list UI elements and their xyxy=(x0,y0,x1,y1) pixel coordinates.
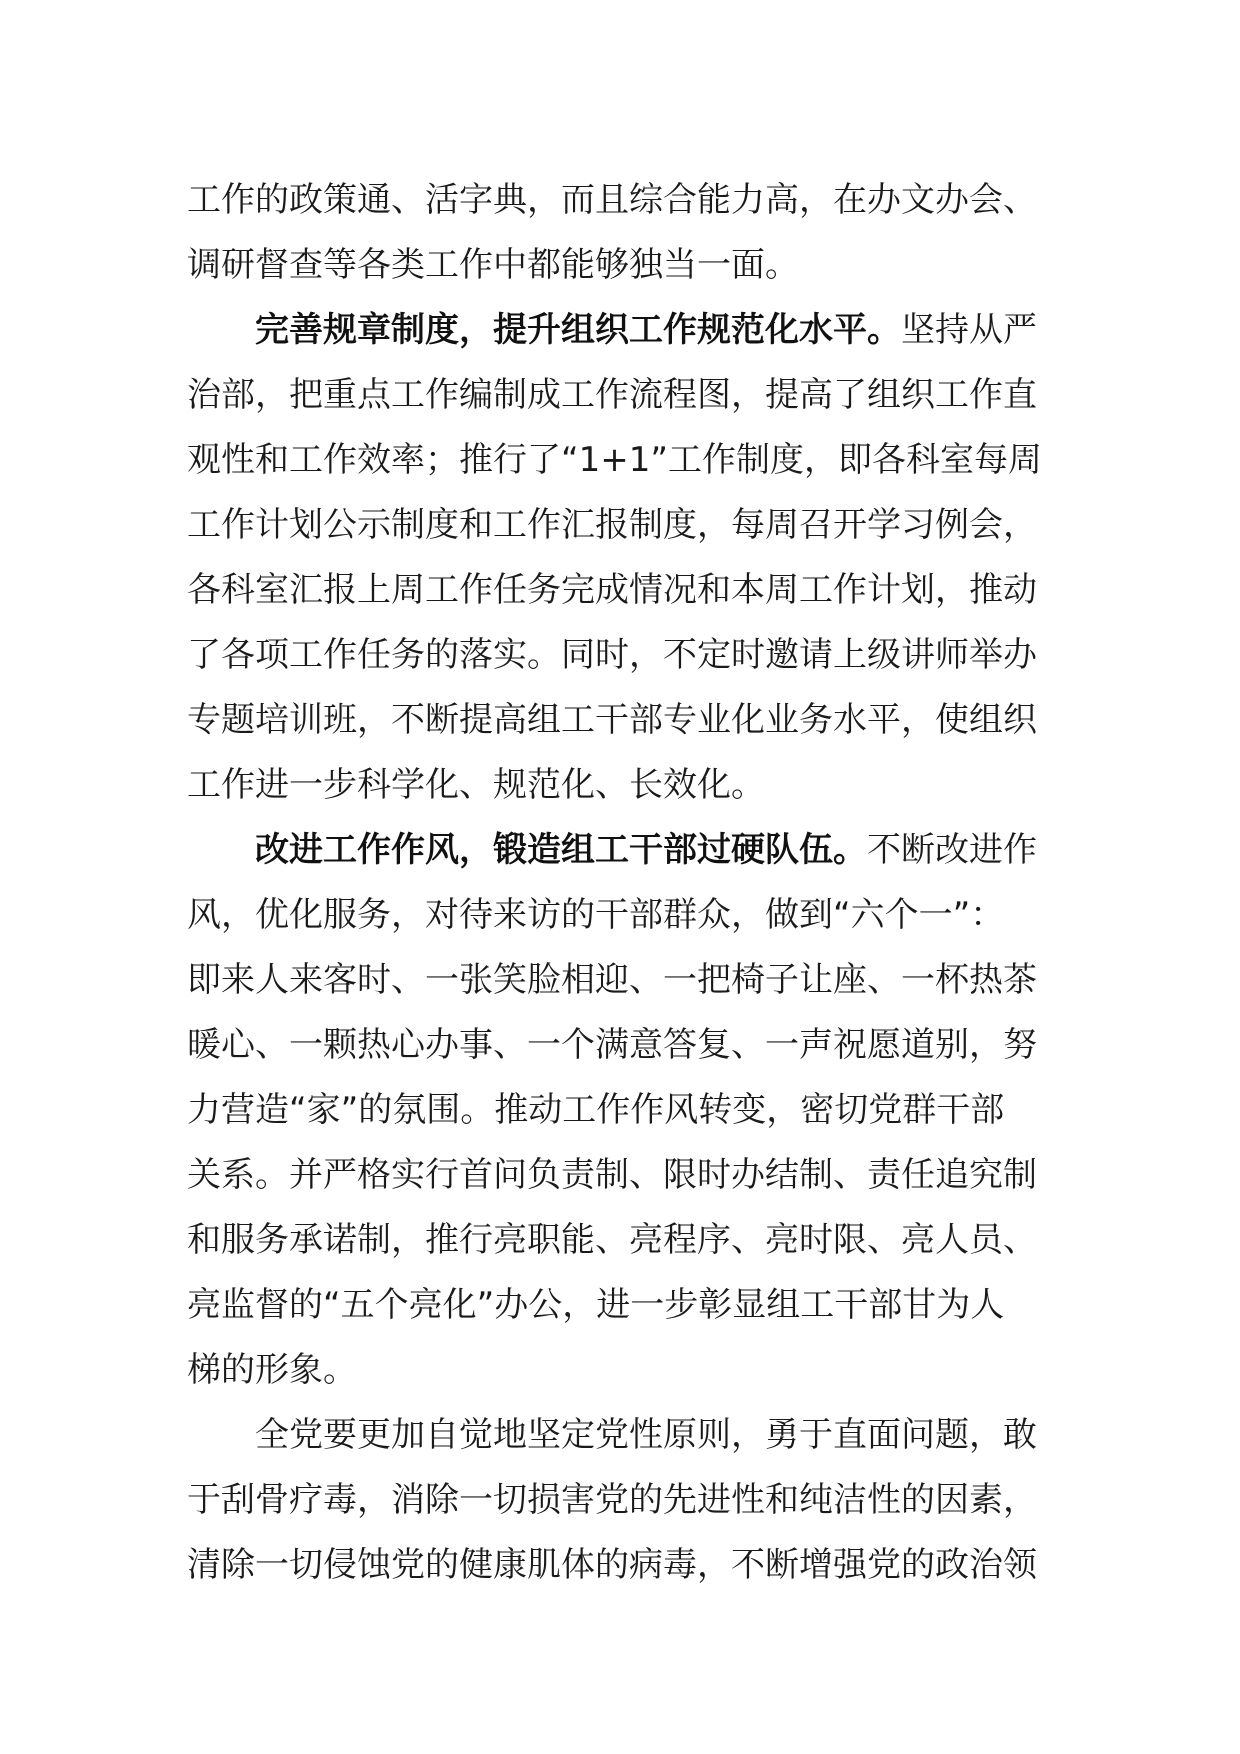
text-line xyxy=(187,818,1067,883)
text-line xyxy=(187,298,1067,363)
lead-line-rest: 不断改进作 xyxy=(867,830,1037,870)
paragraph-continuation xyxy=(187,168,1067,298)
text-line: 清除一切侵蚀党的健康肌体的病毒，不断增强党的政治领 xyxy=(187,1545,1037,1585)
text-line: 各科室汇报上周工作任务完成情况和本周工作计划，推动 xyxy=(187,570,1037,610)
text-line: 了各项工作任务的落实。同时，不定时邀请上级讲师举办 xyxy=(187,635,1037,675)
text-line: 专题培训班，不断提高组工干部专业化业务水平，使组织 xyxy=(187,700,1037,740)
text-line: 工作计划公示制度和工作汇报制度，每周召开学习例会， xyxy=(187,505,1037,545)
text-line: 即来人来客时、一张笑脸相迎、一把椅子让座、一杯热茶 xyxy=(187,960,1037,1000)
paragraph-work-style xyxy=(187,818,1067,1403)
paragraph-lead-heading: 改进工作作风，锻造组工干部过硬队伍。 xyxy=(255,830,867,870)
text-line: 全党要更加自觉地坚定党性原则，勇于直面问题，敢 xyxy=(255,1415,1037,1455)
text-line: 梯的形象。 xyxy=(187,1350,357,1390)
text-line: 暖心、一颗热心办事、一个满意答复、一声祝愿道别，努 xyxy=(187,1025,1037,1065)
text-line: 和服务承诺制，推行亮职能、亮程序、亮时限、亮人员、 xyxy=(187,1220,1037,1260)
paragraph-rules xyxy=(187,298,1067,818)
text-line: 于刮骨疗毒，消除一切损害党的先进性和纯洁性的因素， xyxy=(187,1480,1037,1520)
text-line: 力营造“家”的氛围。推动工作作风转变，密切党群干部 xyxy=(187,1090,1005,1130)
text-line: 治部，把重点工作编制成工作流程图，提高了组织工作直 xyxy=(187,375,1037,415)
lead-line-rest: 坚持从严 xyxy=(901,310,1037,350)
text-line: 观性和工作效率；推行了“1+1”工作制度，即各科室每周 xyxy=(187,440,1042,480)
text-line: 亮监督的“五个亮化”办公，进一步彰显组工干部甘为人 xyxy=(187,1285,1005,1325)
text-line: 风，优化服务，对待来访的干部群众，做到“六个一”： xyxy=(187,895,1005,935)
text-line: 关系。并严格实行首问负责制、限时办结制、责任追究制 xyxy=(187,1155,1037,1195)
paragraph-party-principle xyxy=(187,1403,1067,1598)
paragraph-lead-heading: 完善规章制度，提升组织工作规范化水平。 xyxy=(255,310,901,350)
text-line: 工作的政策通、活字典，而且综合能力高，在办文办会、 xyxy=(187,180,1037,220)
text-line: 调研督查等各类工作中都能够独当一面。 xyxy=(187,245,799,285)
document-body xyxy=(187,168,1067,1598)
text-line: 工作进一步科学化、规范化、长效化。 xyxy=(187,765,765,805)
